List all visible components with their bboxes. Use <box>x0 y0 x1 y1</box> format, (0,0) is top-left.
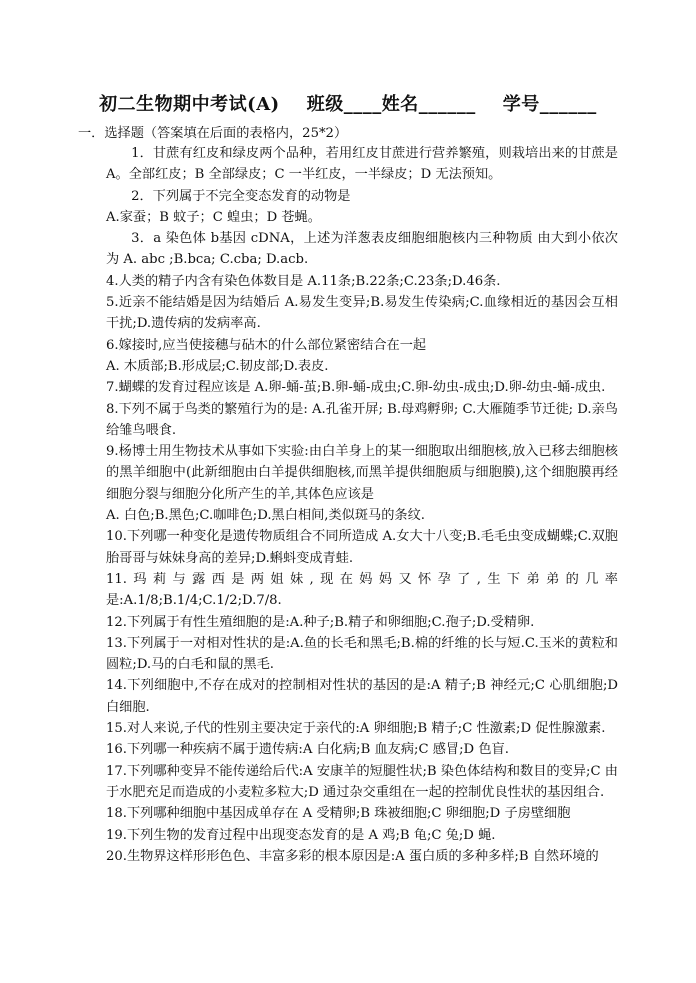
question-8: 8.下列不属于鸟类的繁殖行为的是: A.孔雀开屏; B.母鸡孵卵; C.大雁随季节迁徙; D.亲鸟给雏鸟喂食. <box>106 401 618 438</box>
question-6-options: A. 木质部;B.形成层;C.韧皮部;D.表皮. <box>106 358 329 374</box>
question-3: 3．a 染色体 b基因 cDNA，上述为洋葱表皮细胞细胞核内三种物质 由大到小依次为 A. abc ;B.bca; C.cba; D.acb. <box>106 231 618 268</box>
section-heading: 一．选择题（答案填在后面的表格内，25*2） <box>78 126 348 141</box>
question-6-stem: 6.嫁接时,应当使接穗与砧木的什么部位紧密结合在一起 <box>106 337 427 353</box>
exam-title: 初二生物期中考试(A) 班级____姓名______ 学号______ <box>99 94 597 115</box>
question-9-stem: 9.杨博士用生物技术从事如下实验:由白羊身上的某一细胞取出细胞核,放入已移去细胞核的黑羊细胞中(此新细胞由白羊提供细胞核,而黑羊提供细胞质与细胞膜),这个细胞膜再经细胞分裂与细胞分化所产生的羊,其体色应该是 <box>106 444 618 502</box>
question-7: 7.蝴蝶的发育过程应该是 A.卵-蛹-茧;B.卵-蛹-成虫;C.卵-幼虫-成虫;D.卵-幼虫-蛹-成虫. <box>106 380 606 396</box>
question-19: 19.下列生物的发育过程中出现变态发育的是 A 鸡;B 龟;C 兔;D 蝇. <box>106 827 496 843</box>
question-12: 12.下列属于有性生殖细胞的是:A.种子;B.精子和卵细胞;C.孢子;D.受精卵. <box>106 614 535 630</box>
question-2-stem: 2．下列属于不完全变态发育的动物是 <box>131 188 351 204</box>
question-15: 15.对人来说,子代的性别主要决定于亲代的:A 卵细胞;B 精子;C 性激素;D 促性腺激素. <box>106 721 606 737</box>
question-2-options: A.家蚕；B 蚊子；C 蝗虫；D 苍蝇。 <box>106 209 321 225</box>
question-13: 13.下列属于一对相对性状的是:A.鱼的长毛和黑毛;B.棉的纤维的长与短.C.玉米的黄粒和圆粒;D.马的白毛和鼠的黑毛. <box>106 635 618 673</box>
question-11: 11.玛莉与露西是两姐妹,现在妈妈又怀孕了,生下弟弟的几率是:A.1/8;B.1/4;C.1/2;D.7/8. <box>106 571 618 609</box>
question-18: 18.下列哪种细胞中基因成单存在 A 受精卵;B 珠被细胞;C 卵细胞;D 子房壁细胞 <box>106 806 571 822</box>
question-9-options: A. 白色;B.黑色;C.咖啡色;D.黑白相间,类似斑马的条纹. <box>106 508 425 524</box>
question-20: 20.生物界这样形形色色、丰富多彩的根本原因是:A 蛋白质的多种多样;B 自然环境的 <box>106 848 599 864</box>
question-14: 14.下列细胞中,不存在成对的控制相对性状的基因的是:A 精子;B 神经元;C 心肌细胞;D 白细胞. <box>106 678 618 715</box>
question-17: 17.下列哪种变异不能传递给后代:A 安康羊的短腿性状;B 染色体结构和数目的变异;C 由于水肥充足而造成的小麦粒多粒大;D 通过杂交重组在一起的控制优良性状的基因组合. <box>106 763 618 800</box>
question-list <box>106 143 618 867</box>
question-16: 16.下列哪一种疾病不属于遗传病:A 白化病;B 血友病;C 感冒;D 色盲. <box>106 742 509 758</box>
question-1: 1．甘蔗有红皮和绿皮两个品种，若用红皮甘蔗进行营养繁殖，则栽培出来的甘蔗是A。全部红皮；B 全部绿皮；C 一半红皮，一半绿皮；D 无法预知。 <box>106 146 618 183</box>
question-10: 10.下列哪一种变化是遗传物质组合不同所造成 A.女大十八变;B.毛毛虫变成蝴蝶;C.双胞胎哥哥与妹妹身高的差异;D.蝌蚪变成青蛙. <box>106 529 618 566</box>
question-5: 5.近亲不能结婚是因为结婚后 A.易发生变异;B.易发生传染病;C.血缘相近的基因会互相干扰;D.遗传病的发病率高. <box>106 295 618 332</box>
question-4: 4.人类的精子内含有染色体数目是 A.11条;B.22条;C.23条;D.46条. <box>106 273 501 289</box>
